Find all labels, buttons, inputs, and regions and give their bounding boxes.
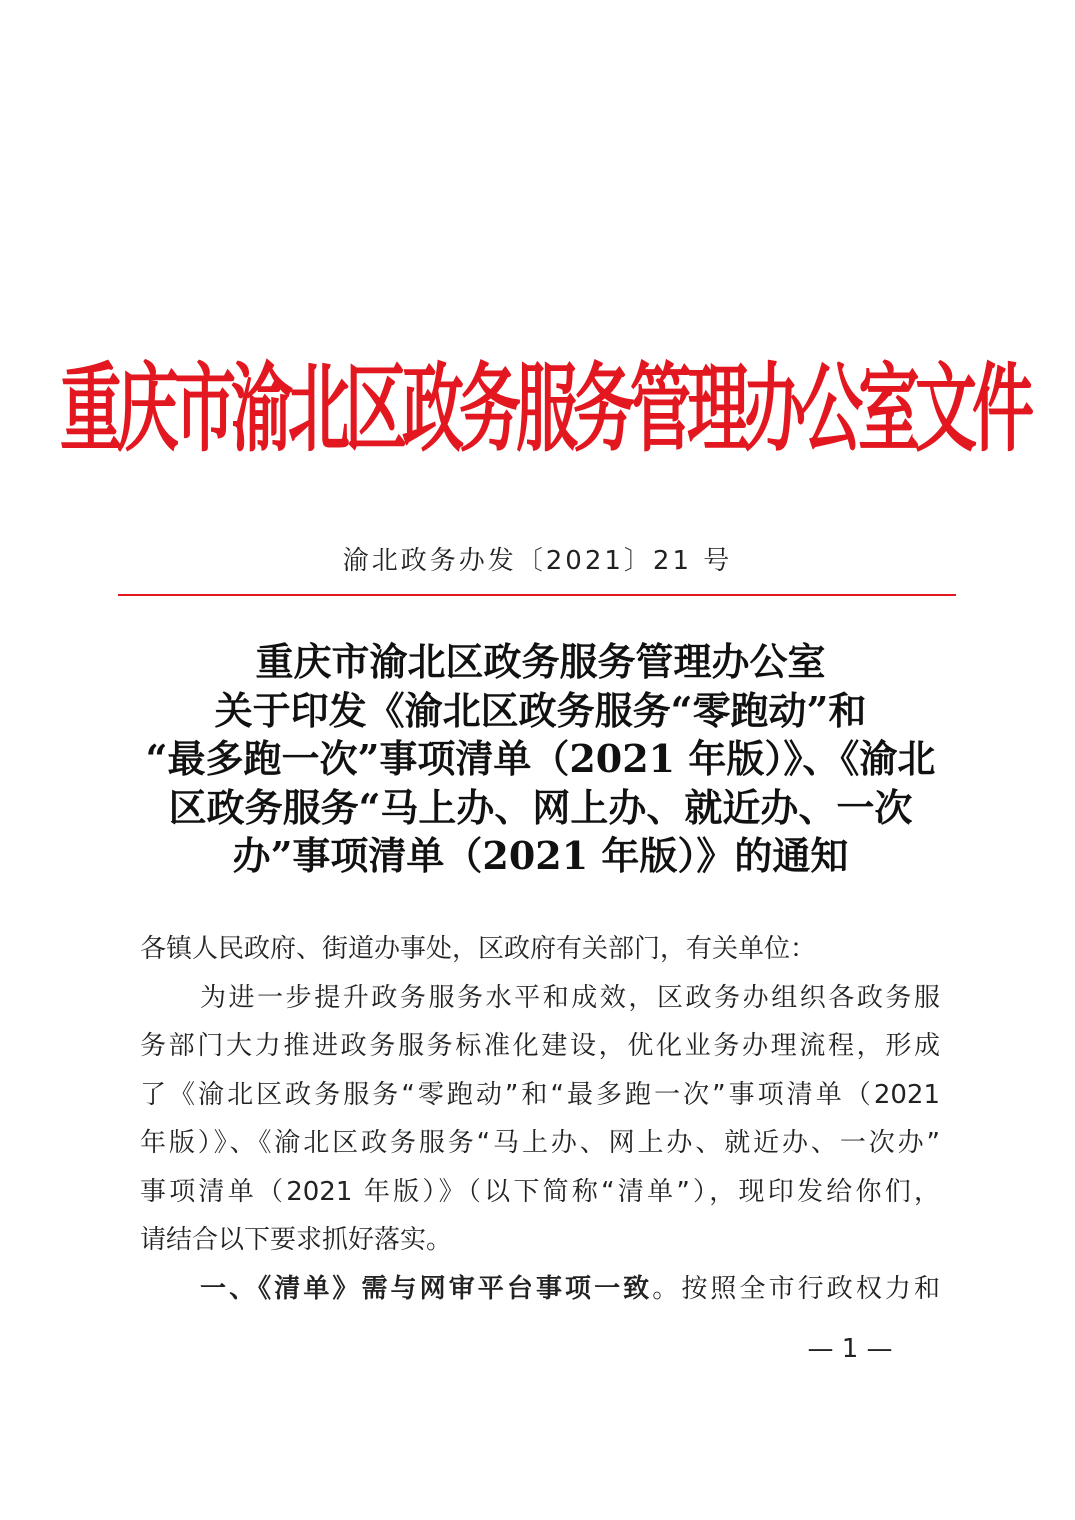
red-divider-rule [118,594,956,596]
title-line: “最多跑一次”事项清单（2021 年版）》、《渝北 [145,736,936,781]
paragraph-line: 年版）》、《渝北区政务服务“马上办、网上办、就近办、一次办” [140,1128,940,1158]
section-one-heading: 一、《清单》需与网审平台事项一致 [200,1273,653,1304]
paragraph-line: 事项清单（2021 年版）》（以下简称“清单”），现印发给你们， [140,1176,940,1207]
title-line: 重庆市渝北区政务服务管理办公室 [255,639,826,684]
paragraph-line: 了《渝北区政务服务“零跑动”和“最多跑一次”事项清单（2021 [140,1079,940,1110]
paragraph-line: 请结合以下要求抓好落实。 [140,1225,453,1255]
title-line: 关于印发《渝北区政务服务“零跑动”和 [214,687,867,733]
paragraph-line: 为进一步提升政务服务水平和成效，区政务办组织各政务服 [200,982,940,1013]
paragraph-line: 务部门大力推进政务服务标准化建设，优化业务办理流程，形成 [140,1031,940,1061]
section-one-line [140,1265,940,1314]
body-text [140,925,940,1313]
page-number: — 1 — [807,1334,893,1364]
document-number: 渝北政务办发〔2021〕21 号 [342,546,733,576]
masthead-title: 重庆市渝北区政务服务管理办公室文件 [60,351,1030,466]
salutation: 各镇人民政府、街道办事处，区政府有关部门，有关单位： [140,934,817,964]
title-line: 区政务服务“马上办、网上办、就近办、一次 [168,784,913,830]
title-line: 办”事项清单（2021 年版）》的通知 [232,833,849,878]
section-one-text: 。按照全市行政权力和 [652,1273,940,1304]
notice-title [138,638,943,881]
